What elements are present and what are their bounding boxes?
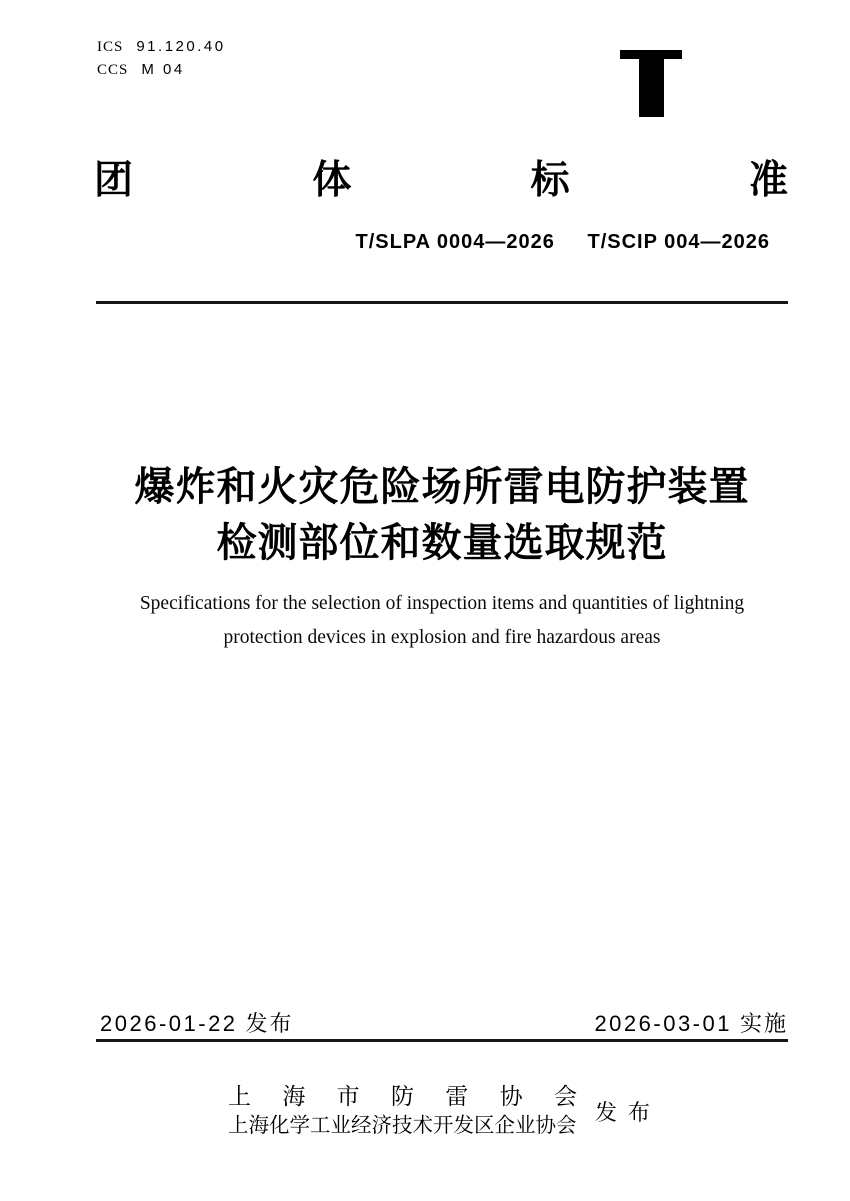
publisher-char: 协 (499, 1083, 523, 1109)
ccs-code-line (97, 61, 185, 79)
release-char: 发 (595, 1099, 618, 1125)
publisher-char: 海 (282, 1083, 306, 1109)
title-line-1: 爆炸和火灾危险场所雷电防护装置 (134, 465, 750, 509)
implementation-date: 2026-03-01 (594, 1011, 732, 1036)
issue-date-group (100, 1011, 294, 1037)
ics-code-line (97, 38, 226, 56)
publisher-primary (228, 1081, 577, 1111)
standard-numbers (95, 231, 770, 254)
publisher-block (228, 1081, 650, 1141)
subtitle-line-1: Specifications for the selection of inspection items and quantities of lightning (139, 593, 745, 614)
header-divider-line (96, 301, 788, 304)
implementation-date-group (594, 1011, 788, 1037)
standard-type-heading (94, 159, 788, 203)
issue-date-label: 发布 (245, 1011, 294, 1036)
standard-number-scip: T/SCIP 004—2026 (587, 231, 770, 253)
group-standard-T-logo-icon (620, 50, 682, 117)
footer-divider-line (96, 1039, 788, 1042)
publisher-char: 市 (336, 1083, 360, 1109)
title-line-2: 检测部位和数量选取规范 (216, 521, 668, 565)
publisher-secondary: 上海化学工业经济技术开发区企业协会 (228, 1114, 577, 1137)
publisher-names (228, 1081, 577, 1141)
standard-number-slpa: T/SLPA 0004—2026 (355, 231, 555, 253)
issue-date: 2026-01-22 (100, 1011, 238, 1036)
publisher-char: 防 (390, 1083, 414, 1109)
ccs-value: M 04 (141, 61, 185, 78)
implementation-date-label: 实施 (739, 1011, 788, 1036)
type-char: 团 (94, 159, 134, 202)
t-logo-stem (639, 58, 664, 117)
ics-label: ICS (97, 39, 124, 55)
type-char: 体 (312, 159, 352, 202)
ics-value: 91.120.40 (136, 38, 226, 55)
publisher-char: 会 (553, 1083, 577, 1109)
publisher-char: 雷 (445, 1083, 469, 1109)
release-label (595, 1096, 650, 1127)
date-row (100, 1011, 788, 1037)
document-title (95, 459, 789, 571)
document-subtitle-english (85, 587, 799, 655)
ccs-label: CCS (97, 62, 129, 78)
release-char: 布 (628, 1099, 651, 1125)
publisher-char: 上 (228, 1083, 251, 1109)
subtitle-line-2: protection devices in explosion and fire hazardous areas (223, 627, 661, 648)
type-char: 准 (748, 159, 788, 202)
type-char: 标 (530, 159, 570, 202)
